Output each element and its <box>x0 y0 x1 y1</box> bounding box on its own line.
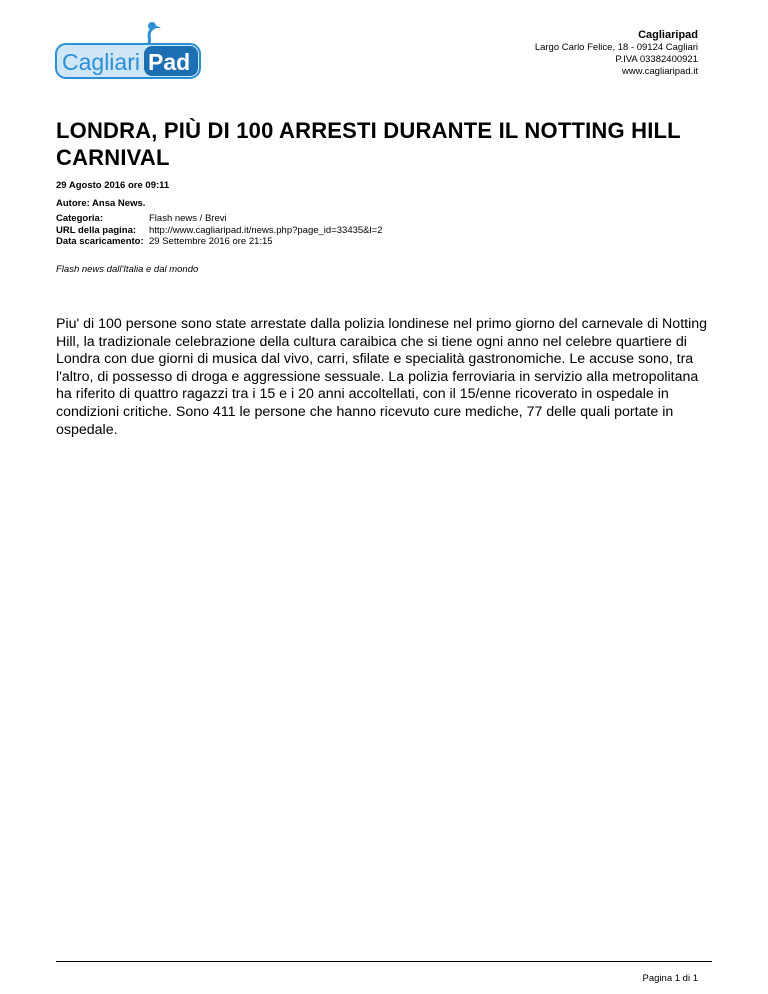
cagliaripad-logo <box>54 20 204 82</box>
page-number: Pagina 1 di 1 <box>642 973 698 984</box>
meta-row-category <box>56 213 382 225</box>
meta-label: Categoria: <box>56 213 103 224</box>
article-body: Piu' di 100 persone sono state arrestate dalla polizia londinese nel primo giorno del carnevale di Notting Hill, la tradizionale celebrazione della cultura caraibica che si tiene ogni anno nel celebre quartiere di Londra con due giorni di musica dal vivo, carri, sfilate e specialità gastronomiche. Le accuse sono, tra l'altro, di possesso di droga e aggressione sessuale. La polizia ferroviaria in servizio alla metropolitana ha riferito di quattro ragazzi tra i 15 e i 20 anni accoltellati, con il 15/enne ricoverato in ospedale in condizioni critiche. Sono 411 le persone che hanno ricevuto cure mediche, 77 delle quali portate in ospedale. <box>56 316 708 438</box>
company-name: Cagliaripad <box>638 29 698 41</box>
company-address: Largo Carlo Felice, 18 - 09124 Cagliari <box>534 42 698 53</box>
meta-label: Data scaricamento: <box>56 236 144 247</box>
footer-divider <box>56 961 712 962</box>
article-meta <box>56 213 382 248</box>
company-vat: P.IVA 03382400921 <box>615 54 698 65</box>
meta-value: 29 Settembre 2016 ore 21:15 <box>149 236 273 247</box>
meta-value: Flash news / Brevi <box>149 213 227 224</box>
svg-text:Pad: Pad <box>148 49 191 75</box>
company-info <box>535 28 698 78</box>
meta-value-url[interactable]: http://www.cagliaripad.it/news.php?page_id=33435&l=2 <box>149 224 383 236</box>
meta-row-download-date <box>56 236 382 248</box>
article-title: LONDRA, PIÙ DI 100 ARRESTI DURANTE IL NOTTING HILL CARNIVAL <box>56 118 681 170</box>
article-section: Flash news dall'Italia e dal mondo <box>56 264 199 275</box>
article-author: Autore: Ansa News. <box>56 198 146 209</box>
company-website: www.cagliaripad.it <box>621 66 698 77</box>
meta-row-url <box>56 225 382 237</box>
article-date: 29 Agosto 2016 ore 09:11 <box>56 180 170 191</box>
meta-label: URL della pagina: <box>56 224 137 236</box>
svg-text:Cagliari: Cagliari <box>62 49 140 75</box>
